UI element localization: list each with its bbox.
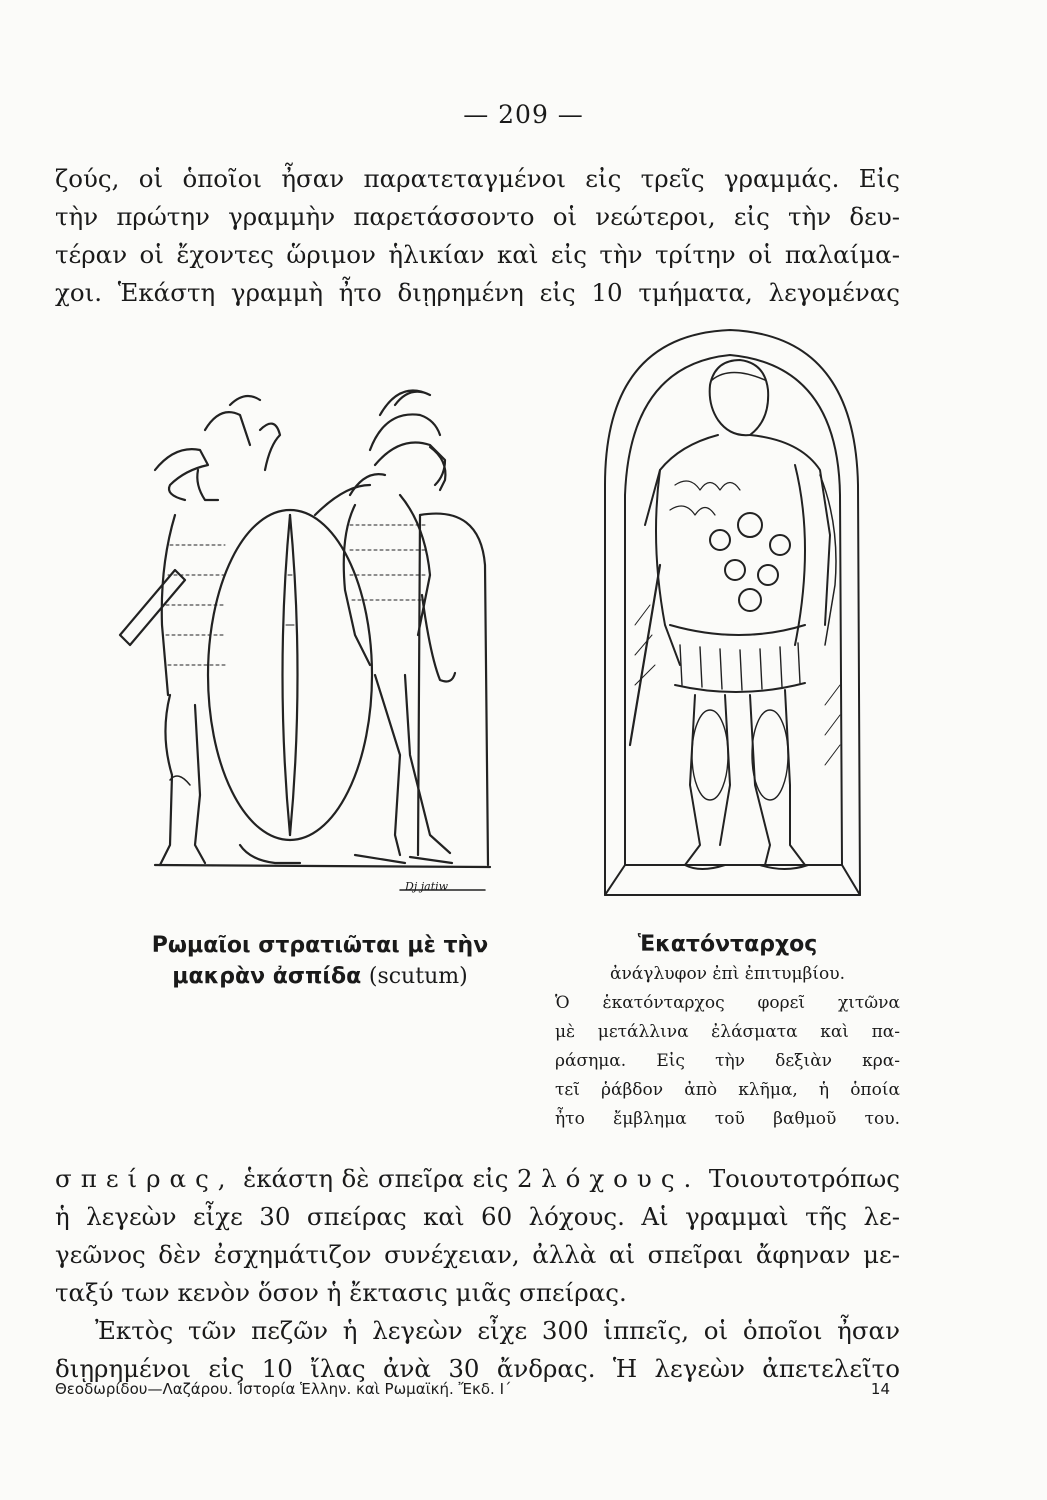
right-figure-caption-title: Ἑκατόνταρχος — [637, 932, 818, 957]
text-line: γεῶνος δὲν ἐσχημάτιζον συνέχειαν, ἀλλὰ αἱ σπεῖραι ἄφηναν με- — [55, 1240, 900, 1269]
text-line: τὴν πρώτην γραμμὴν παρετάσσοντο οἱ νεώτεροι, εἰς τὴν δευ- — [55, 202, 900, 231]
caption-line: Ρωμαῖοι στρατιῶται μὲ τὴν — [151, 933, 489, 958]
text-line: χοι. Ἑκάστη γραμμὴ ἦτο διῃρημένη εἰς 10 τμήματα, λεγομένας — [55, 278, 900, 307]
caption-line — [120, 961, 520, 992]
left-figure-caption — [120, 930, 520, 992]
text-line: Ἐκτὸς τῶν πεζῶν ἡ λεγεὼν εἶχε 300 ἱππεῖς, οἱ ὁποῖοι ἦσαν — [95, 1316, 900, 1345]
roman-soldiers-illustration — [100, 375, 510, 910]
caption-line: τεῖ ῥάβδον ἀπὸ κλῆμα, ἡ ὁποία — [555, 1080, 900, 1100]
caption-line: ἀνάγλυφον ἐπὶ ἐπιτυμβίου. — [609, 964, 846, 984]
caption-greek: μακρὰν ἀσπίδα — [172, 964, 362, 989]
text-fragment: Τοιουτοτρόπως — [700, 1164, 900, 1193]
spaced-word: σπείρας, — [55, 1164, 235, 1193]
text-line: τέραν οἱ ἔχοντες ὥριμον ἡλικίαν καὶ εἰς τὴν τρίτην οἱ παλαίμα- — [55, 240, 900, 269]
top-paragraph — [55, 160, 900, 312]
signature-mark: 14 — [870, 1380, 890, 1398]
centurion-relief-illustration — [590, 325, 875, 900]
caption-line: Ὁ ἑκατόνταρχος φορεῖ χιτῶνα — [555, 993, 900, 1013]
caption-latin: (scutum) — [368, 964, 468, 989]
text-line — [55, 1160, 900, 1198]
artist-signature: Dj jatiw — [405, 880, 449, 893]
footer-citation: Θεοδωρίδου—Λαζάρου. Ἱστορία Ἑλλην. καὶ Ρωμαϊκή. Ἔκδ. Ι΄ — [55, 1380, 512, 1398]
right-figure-caption-body — [555, 960, 900, 1134]
caption-line: ράσημα. Εἰς τὴν δεξιὰν κρα- — [555, 1051, 900, 1071]
text-line: ἡ λεγεὼν εἶχε 30 σπείρας καὶ 60 λόχους. Αἱ γραμμαὶ τῆς λε- — [55, 1202, 900, 1231]
text-line: ταξύ των κενὸν ὅσον ἡ ἔκτασις μιᾶς σπείρας. — [55, 1278, 627, 1307]
text-line: ζούς, οἱ ὁποῖοι ἦσαν παρατεταγμένοι εἰς τρεῖς γραμμάς. Εἰς — [55, 164, 900, 193]
spaced-word: λόχους. — [541, 1164, 701, 1193]
page-number: — 209 — — [463, 100, 584, 129]
caption-line: μὲ μετάλλινα ἐλάσματα καὶ πα- — [555, 1022, 900, 1042]
text-line: διῃρημένοι εἰς 10 ἴλας ἀνὰ 30 ἄνδρας. Ἡ λεγεὼν ἀπετελεῖτο — [55, 1354, 900, 1383]
page-footer — [55, 1380, 890, 1398]
bottom-paragraph — [55, 1160, 900, 1388]
caption-line: ἦτο ἔμβλημα τοῦ βαθμοῦ του. — [555, 1109, 900, 1129]
text-fragment: ἑκάστη δὲ σπεῖρα εἰς 2 — [234, 1164, 542, 1193]
